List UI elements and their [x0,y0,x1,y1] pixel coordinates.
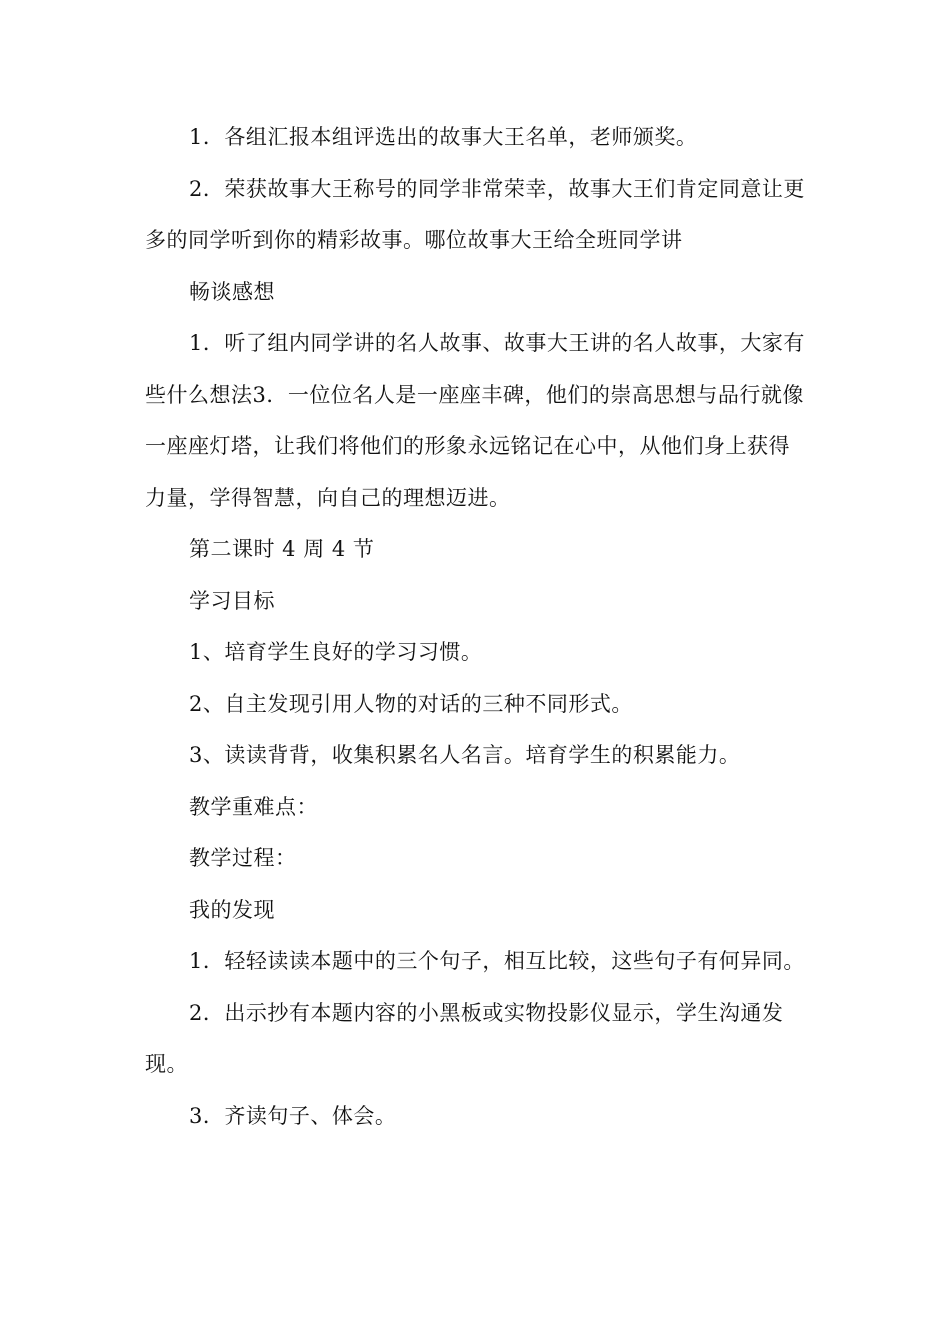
objective-item-3: 3、读读背背，收集积累名人名言。培育学生的积累能力。 [189,743,741,767]
section-heading-discovery: 我的发现 [189,897,275,922]
section-heading-key-points: 教学重难点： [189,794,318,819]
objective-item-2: 2、自主发现引用人物的对话的三种不同形式。 [189,691,633,716]
section-heading-process: 教学过程： [189,846,297,870]
section-heading-objectives: 学习目标 [189,588,275,613]
section-heading-thoughts: 畅谈感想 [189,279,275,304]
discovery-item-1: 1．轻轻读读本题中的三个句子，相互比较，这些句子有何异同。 [189,949,805,973]
lesson-heading: 第二课时 4 周 4 节 [189,537,375,561]
objective-item-1: 1、培育学生良好的学习习惯。 [189,640,483,664]
paragraph-thoughts: 1．听了组内同学讲的名人故事、故事大王讲的名人故事，大家有些什么想法3．一位位名人是一座座丰碑，他们的崇高思想与品行就像一座座灯塔，让我们将他们的形象永远铭记在心中，从他们身上获得力量，学得智慧，向自己的理想迈进。 [145,331,805,510]
discovery-item-2: 2．出示抄有本题内容的小黑板或实物投影仪显示，学生沟通发现。 [145,1000,784,1076]
paragraph-story-king: 2．荣获故事大王称号的同学非常荣幸，故事大王们肯定同意让更多的同学听到你的精彩故事。哪位故事大王给全班同学讲 [145,176,805,252]
paragraph-award-list: 1．各组汇报本组评选出的故事大王名单，老师颁奖。 [189,125,698,149]
discovery-item-3: 3．齐读句子、体会。 [189,1103,397,1128]
document-body [145,112,805,1142]
